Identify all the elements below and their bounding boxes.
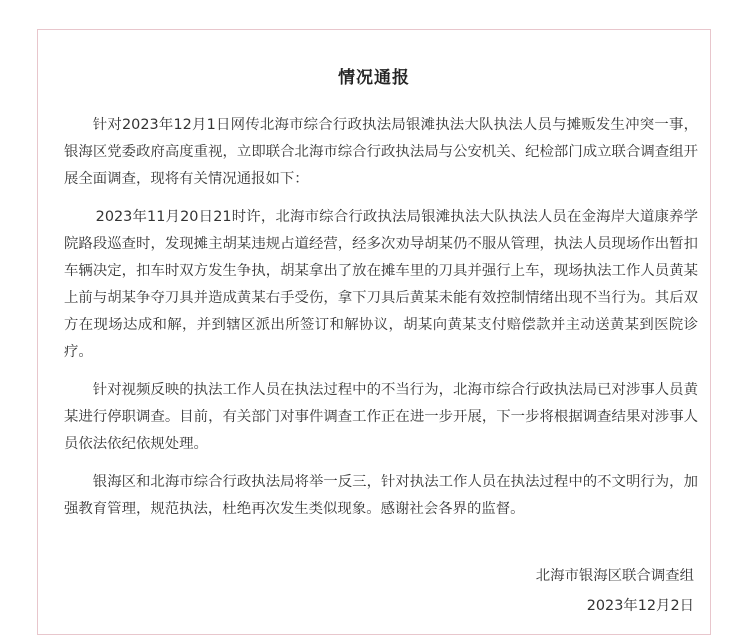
notice-frame <box>37 29 711 635</box>
notice-body <box>64 112 698 534</box>
paragraph-intro: 针对2023年12月1日网传北海市综合行政执法局银滩执法大队执法人员与摊贩发生冲突一事，银海区党委政府高度重视，立即联合北海市综合行政执法局与公安机关、纪检部门成立联合调查组开展全面调查，现将有关情况通报如下： <box>64 117 698 187</box>
notice-title: 情况通报 <box>338 68 410 88</box>
paragraph-action: 针对视频反映的执法工作人员在执法过程中的不当行为，北海市综合行政执法局已对涉事人员黄某进行停职调查。目前，有关部门对事件调查工作正在进一步开展，下一步将根据调查结果对涉事人员依法依纪依规处理。 <box>64 382 698 452</box>
signature-date: 2023年12月2日 <box>586 598 694 614</box>
paragraph-conclusion: 银海区和北海市综合行政执法局将举一反三，针对执法工作人员在执法过程中的不文明行为，加强教育管理，规范执法，杜绝再次发生类似现象。感谢社会各界的监督。 <box>64 474 698 517</box>
paragraph-incident: 2023年11月20日21时许，北海市综合行政执法局银滩执法大队执法人员在金海岸大道康养学院路段巡查时，发现摊主胡某违规占道经营，经多次劝导胡某仍不服从管理，执法人员现场作出暂扣车辆决定，扣车时双方发生争执，胡某拿出了放在摊车里的刀具并强行上车，现场执法工作人员黄某上前与胡某争夺刀具并造成黄某右手受伤，拿下刀具后黄某未能有效控制情绪出现不当行为。其后双方在现场达成和解，并到辖区派出所签订和解协议，胡某向黄某支付赔偿款并主动送黄某到医院诊疗。 <box>64 209 698 360</box>
signature-organization: 北海市银海区联合调查组 <box>535 568 694 584</box>
